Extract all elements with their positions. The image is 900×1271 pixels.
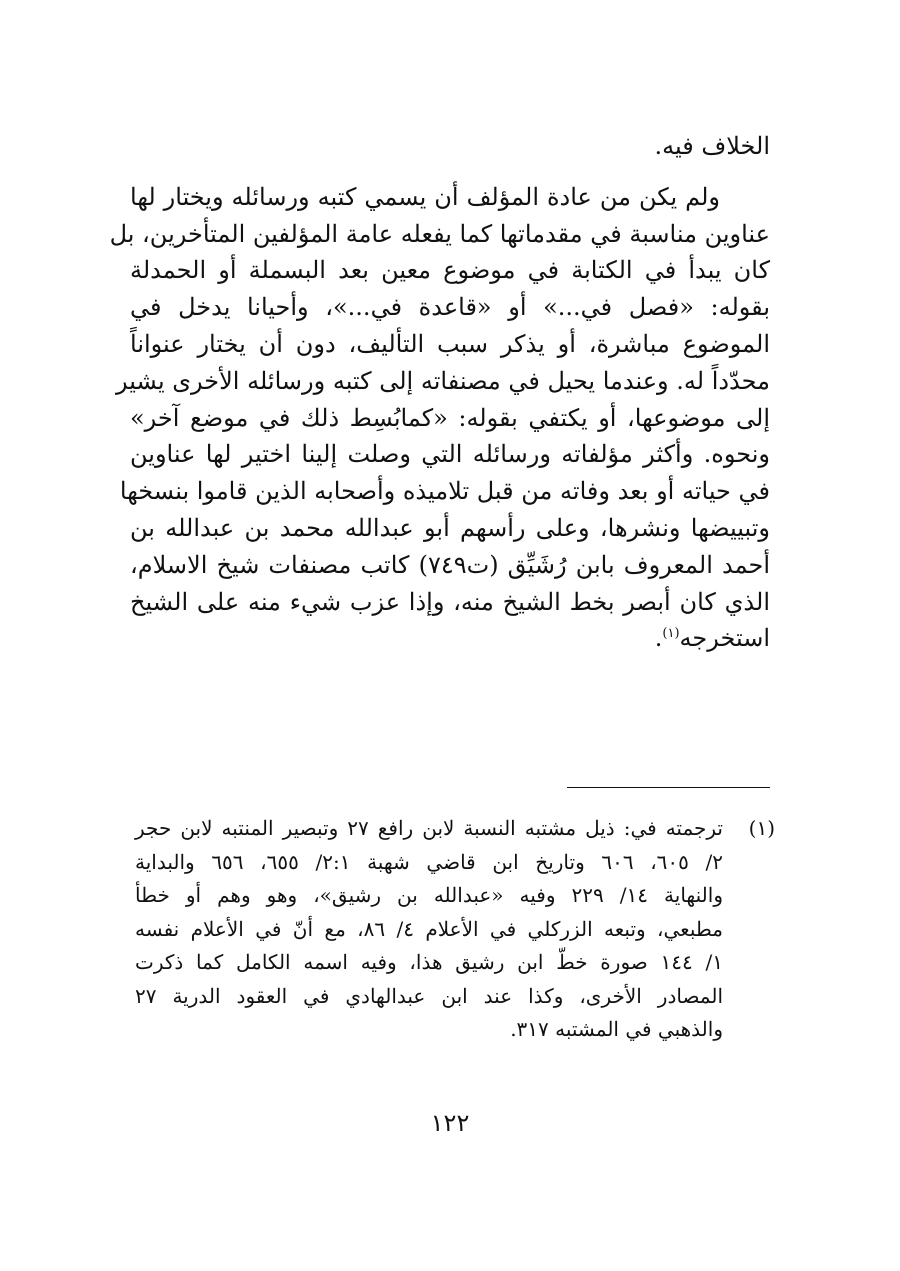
paragraph-last-line: [130, 620, 770, 657]
paragraph-line: ونحوه. وأكثر مؤلفاته ورسائله التي وصلت إلينا اختير لها عناوين: [130, 440, 770, 469]
main-text: [109, 128, 770, 657]
opening-line: الخلاف فيه.: [654, 132, 770, 160]
footnote-line: ١/ ١٤٤ صورة خطّ ابن رشيق هذا، وفيه اسمه الكامل كما ذكرت: [135, 950, 723, 974]
footnote-body: [135, 812, 723, 1047]
paragraph-line: كان يبدأ في الكتابة في موضوع معين بعد البسملة أو الحمدلة: [130, 256, 770, 285]
last-line-period: .: [654, 624, 663, 653]
paragraph-line: أحمد المعروف بابن رُشَيِّق (ت٧٤٩) كاتب مصنفات شيخ الاسلام،: [130, 550, 770, 579]
footnote-line: المصادر الأخرى، وكذا عند ابن عبدالهادي في العقود الدرية ٢٧: [135, 983, 723, 1008]
paragraph-line: محدّداً له. وعندما يحيل في مصنفاته إلى كتبه ورسائله الأخرى يشير: [116, 366, 770, 395]
footnote-1: [135, 812, 775, 1047]
footnote-line: ٢/ ٦٠٥، ٦٠٦ وتاريخ ابن قاضي شهبة ٢:١/ ٦٥٥، ٦٥٦ والبداية: [135, 849, 724, 874]
page-number: ١٢٢: [430, 1109, 470, 1137]
paragraph-line: الذي كان أبصر بخط الشيخ منه، وإذا عزب شيء منه على الشيخ: [130, 587, 770, 616]
paragraph-line: الموضوع مباشرة، أو يذكر سبب التأليف، دون أن يختار عنواناً: [130, 329, 770, 358]
paragraph-line: إلى موضوعها، أو يكتفي بقوله: «كمابُسِط ذلك في موضع آخر»: [130, 403, 770, 432]
footnote-marker: (١): [748, 816, 775, 840]
paragraph-line: وتبييضها ونشرها، وعلى رأسهم أبو عبدالله محمد بن عبدالله بن: [130, 513, 770, 542]
footnote-separator: [567, 787, 770, 788]
footnote-line: مطبعي، وتبعه الزركلي في الأعلام ٤/ ٨٦، مع أنّ في الأعلام نفسه: [135, 916, 723, 941]
paragraph-gap: [130, 165, 770, 179]
last-line-text: استخرجه: [679, 624, 770, 653]
footnote-line: والذهبي في المشتبه ٣١٧.: [510, 1017, 723, 1041]
footnote-line: والنهاية ١٤/ ٢٢٩ وفيه «عبدالله بن رشيق»، وهو وهم أو خطأ: [135, 883, 723, 907]
paragraph-line: ولم يكن من عادة المؤلف أن يسمي كتبه ورسائله ويختار لها: [130, 182, 720, 211]
paragraph-line: بقوله: «فصل في...» أو «قاعدة في...»، وأحيانا يدخل في: [130, 293, 770, 322]
paragraph-line: عناوين مناسبة في مقدماتها كما يفعله عامة المؤلفين المتأخرين، بل: [109, 219, 770, 248]
footnotes: [135, 812, 775, 1047]
footnote-reference[interactable]: (١): [662, 626, 680, 642]
footnote-line: ترجمته في: ذيل مشتبه النسبة لابن رافع ٢٧ وتبصير المنتبه لابن حجر: [135, 816, 723, 840]
paragraph-line: في حياته أو بعد وفاته من قبل تلاميذه وأصحابه الذين قاموا بنسخها: [119, 477, 770, 506]
